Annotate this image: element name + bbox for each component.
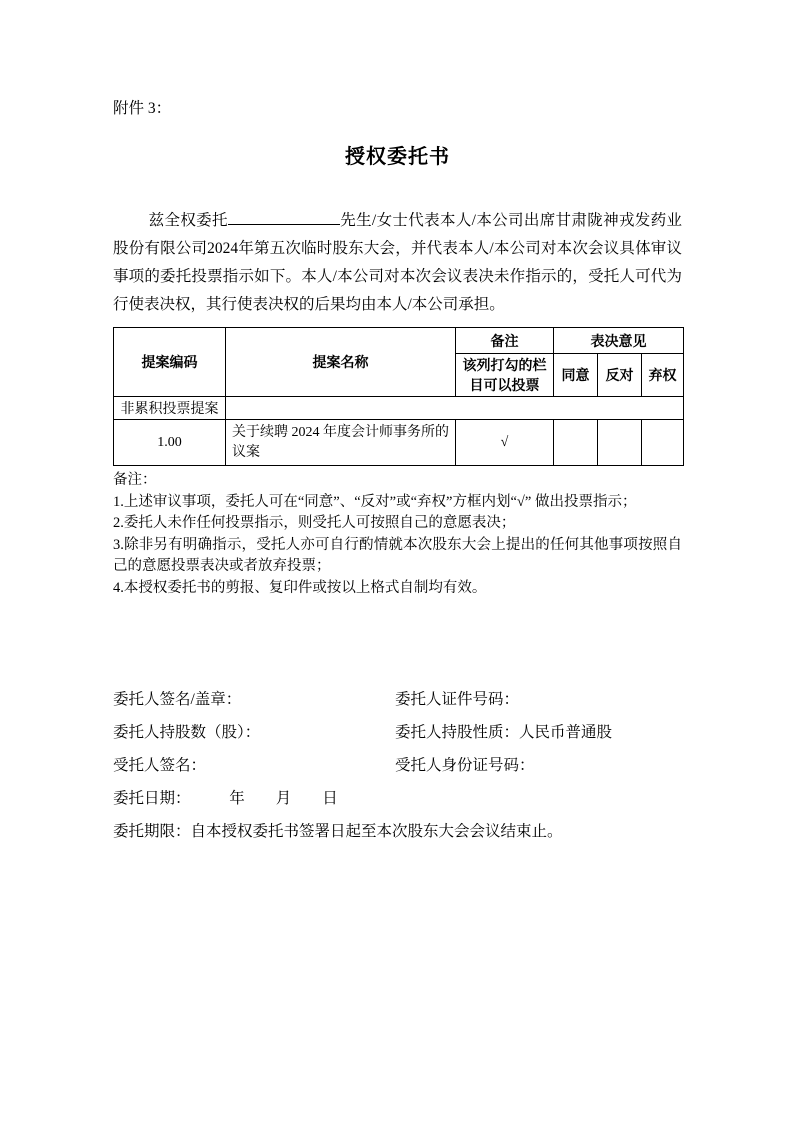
authorization-paragraph [113,207,682,319]
section-row-label: 非累积投票提案 [114,397,226,420]
voting-table [113,327,684,466]
principal-signature-label: 委托人签名/盖章： [113,691,242,708]
cell-remark-check: √ [456,420,554,466]
proxy-signature-label: 受托人签名： [113,757,207,774]
page-title: 授权委托书 [345,146,450,168]
note-item-4: 4.本授权委托书的剪报、复印件或按以上格式自制均有效。 [113,579,487,596]
signature-row-2 [113,716,682,749]
signature-row-1 [113,683,682,716]
table-section-row [114,397,684,420]
cell-proposal-name: 关于续聘 2024 年度会计师事务所的议案 [226,420,456,466]
notes-section [113,470,682,599]
header-against: 反对 [598,354,642,397]
proxy-name-blank [228,211,340,225]
cell-against [598,420,642,466]
note-item-1: 1.上述审议事项，委托人可在“同意”、“反对”或“弃权”方框内划“√” 做出投票指示； [113,493,637,510]
section-row-empty [226,397,684,420]
header-proposal-name: 提案名称 [226,328,456,397]
authorization-term-line: 委托期限：自本授权委托书签署日起至本次股东大会会议结束止。 [113,823,563,840]
signature-row-3 [113,749,682,782]
header-proposal-code: 提案编码 [114,328,226,397]
header-abstain: 弃权 [642,354,684,397]
notes-label: 备注： [113,472,157,488]
paragraph-prefix: 兹全权委托 [148,212,228,229]
cell-abstain [642,420,684,466]
header-remark-sub: 该列打勾的栏目可以投票 [456,354,554,397]
header-remark: 备注 [456,328,554,354]
paragraph-suffix: 先生/女士代表本人/本公司出席甘肃陇神戎发药业股份有限公司2024年第五次临时股东大会，并代表本人/本公司对本次会议具体审议事项的委托投票指示如下。本人/本公司对本次会议表决未作指示的，受托人可代为行使表决权，其行使表决权的后果均由本人/本公司承担。 [113,212,682,313]
note-item-2: 2.委托人未作任何投票指示，则受托人可按照自己的意愿表决； [113,515,516,531]
principal-id-label: 委托人证件号码： [395,691,520,708]
cell-proposal-code: 1.00 [114,420,226,466]
principal-share-type-label: 委托人持股性质：人民币普通股 [395,724,613,741]
proxy-id-label: 受托人身份证号码： [395,757,535,774]
table-header-row-1 [114,328,684,354]
signature-section [113,683,682,848]
note-item-3: 3.除非另有明确指示，受托人亦可自行酌情就本次股东大会上提出的任何其他事项按照自己的意愿投票表决或者放弃投票； [113,536,682,574]
principal-shares-label: 委托人持股数（股）： [113,724,261,741]
cell-agree [554,420,598,466]
table-row [114,420,684,466]
attachment-label: 附件 3： [113,100,172,117]
header-agree: 同意 [554,354,598,397]
authorization-date-line: 委托日期： 年 月 日 [113,790,338,807]
header-vote-opinion: 表决意见 [554,328,684,354]
